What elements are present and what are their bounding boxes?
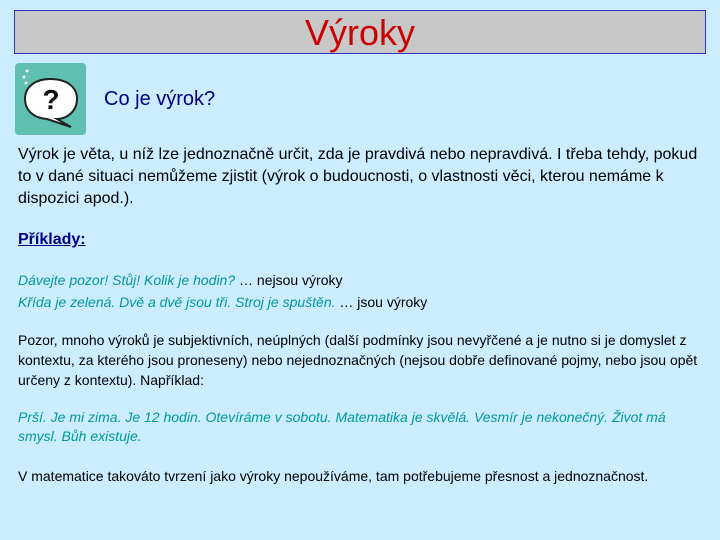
vague-examples-text: Prší. Je mi zima. Je 12 hodin. Otevíráme v sobotu. Matematika je skvělá. Vesmír je nekonečný. Život má smysl. Bůh existuje. bbox=[18, 409, 666, 444]
example-statements bbox=[18, 292, 427, 312]
non-statements-suffix: … nejsou výroky bbox=[235, 272, 343, 288]
definition-text: Výrok je věta, u níž lze jednoznačně určit, zda je pravdivá nebo nepravdivá. I třeba tehdy, pokud to v dané situaci nemůžeme zjistit (výrok o budoucnosti, o vlastnosti věci, kterou nemáme k dispozici apod.). bbox=[18, 146, 698, 207]
statements-suffix: … jsou výroky bbox=[335, 294, 428, 310]
non-statements-text: Dávejte pozor! Stůj! Kolik je hodin? bbox=[18, 272, 236, 288]
page-title: Výroky bbox=[304, 12, 416, 53]
title-bar bbox=[14, 10, 706, 54]
question-bubble-icon bbox=[15, 63, 86, 135]
svg-text:?: ? bbox=[42, 84, 60, 115]
question-heading: Co je výrok? bbox=[104, 88, 216, 110]
example-non-statements bbox=[18, 270, 343, 290]
statements-text: Křída je zelená. Dvě a dvě jsou tři. Stroj je spuštěn. bbox=[18, 294, 336, 310]
caution-text: Pozor, mnoho výroků je subjektivních, neúplných (další podmínky jsou nevyřčené a je nutno si je domyslet z kontextu, za kterého jsou proneseny) nebo nejednoznačných (nejsou dobře definované pojmy, nebo jsou opět určeny z kontextu). Například: bbox=[18, 332, 698, 388]
conclusion-text: V matematice takováto tvrzení jako výroky nepoužíváme, tam potřebujeme přesnost a jednoznačnost. bbox=[18, 468, 649, 484]
examples-heading: Příklady: bbox=[18, 231, 86, 248]
